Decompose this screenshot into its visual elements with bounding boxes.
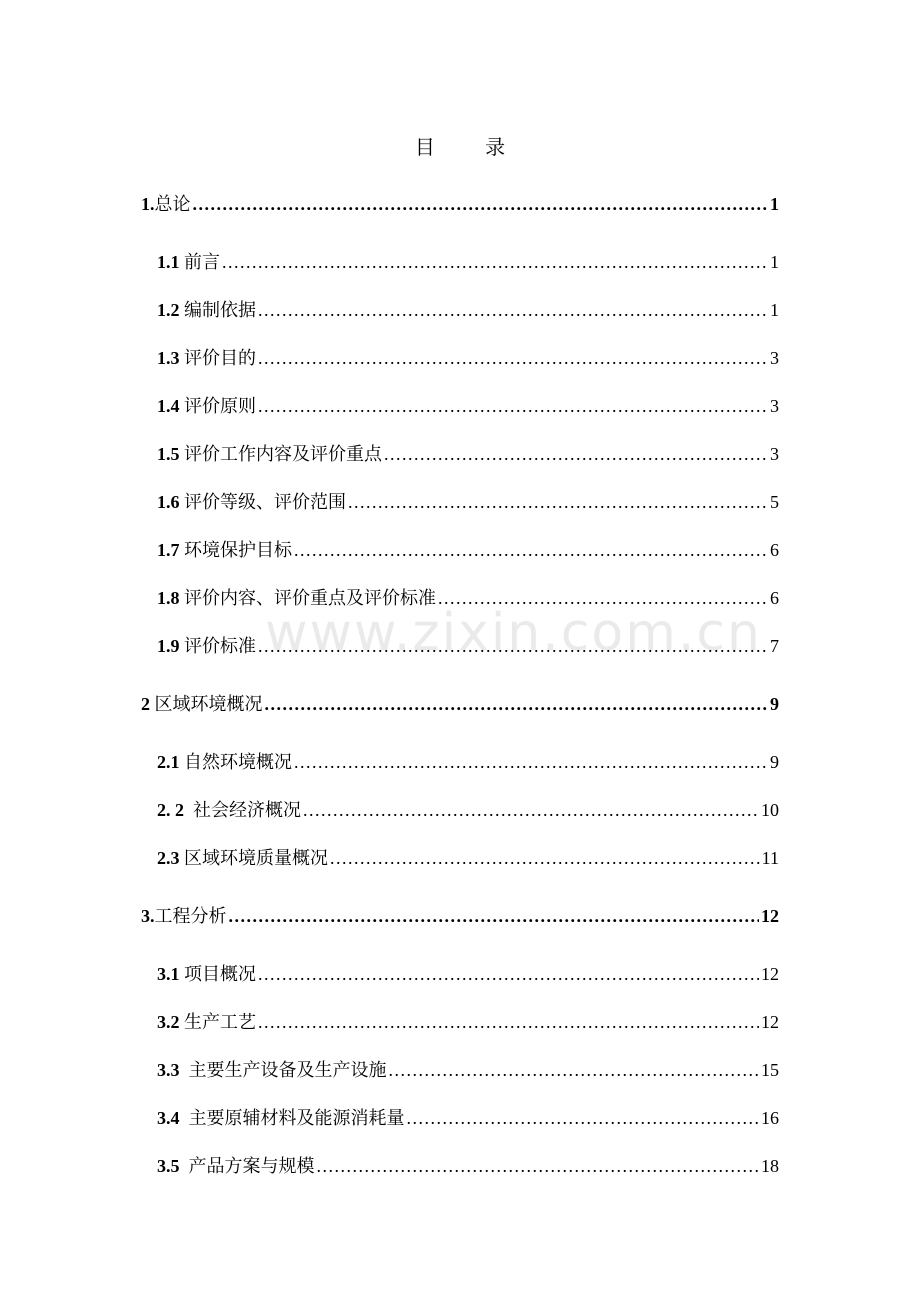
toc-entry-page: 7 (770, 636, 779, 656)
toc-entry-number: 2.3 (157, 848, 184, 868)
toc-dot-leader (258, 297, 768, 323)
toc-entry[interactable] (157, 1009, 779, 1035)
toc-entry-page: 18 (761, 1156, 779, 1176)
toc-dot-leader (258, 1009, 759, 1035)
toc-entry-page: 12 (761, 1012, 779, 1032)
watermark: www.zixin.com.cn (265, 603, 762, 663)
toc-entry[interactable] (157, 441, 779, 467)
toc-entry-number: 1.7 (157, 540, 184, 560)
toc-entry[interactable] (157, 633, 779, 659)
toc-entry-label: 区域环境质量概况 (184, 848, 328, 869)
toc-entry-number: 2. 2 (157, 800, 193, 820)
toc-entry-page: 1 (770, 252, 779, 272)
toc-title: 目 录 (414, 135, 528, 159)
toc-entry-label: 评价目的 (184, 348, 256, 369)
toc-entry-page: 3 (770, 444, 779, 464)
toc-dot-leader (330, 845, 760, 871)
toc-dot-leader (222, 249, 768, 275)
toc-entry-label: 总论 (154, 194, 191, 215)
toc-entry[interactable] (157, 537, 779, 563)
toc-entry-page: 6 (770, 540, 779, 560)
toc-entry-page: 10 (761, 800, 779, 820)
toc-entry-number: 1.5 (157, 444, 184, 464)
toc-entry-number: 3.1 (157, 964, 184, 984)
toc-entry-label: 评价标准 (184, 636, 256, 657)
toc-entry[interactable] (157, 1153, 779, 1179)
toc-entry[interactable] (157, 489, 779, 515)
toc-entry-label: 社会经济概况 (193, 800, 301, 821)
toc-entry-label: 工程分析 (154, 906, 227, 927)
toc-dot-leader (258, 633, 768, 659)
toc-entry-number: 3.3 (157, 1060, 189, 1080)
toc-entry[interactable] (157, 249, 779, 275)
toc-entry[interactable] (157, 961, 779, 987)
toc-entry-label: 评价内容、评价重点及评价标准 (184, 588, 436, 609)
toc-entry-page: 9 (770, 752, 779, 772)
toc-entry-number: 3.5 (157, 1156, 189, 1176)
toc-entry[interactable] (157, 797, 779, 823)
toc-entry-number: 2 (141, 694, 155, 714)
toc-dot-leader (258, 961, 759, 987)
toc-entry-number: 3.4 (157, 1108, 189, 1128)
toc-entry[interactable] (141, 691, 779, 717)
toc-entry-number: 1.3 (157, 348, 184, 368)
toc-entry-page: 1 (770, 194, 779, 214)
toc-entry-label: 主要生产设备及生产设施 (188, 1060, 387, 1081)
toc-dot-leader (258, 345, 768, 371)
toc-dot-leader (258, 393, 768, 419)
toc-entry-page: 11 (761, 848, 779, 868)
toc-dot-leader (389, 1057, 760, 1083)
toc-entry-label: 自然环境概况 (184, 752, 292, 773)
toc-entry[interactable] (157, 1057, 779, 1083)
toc-entry[interactable] (157, 345, 779, 371)
toc-dot-leader (303, 797, 759, 823)
toc-dot-leader (438, 585, 768, 611)
toc-entry-page: 3 (770, 396, 779, 416)
toc-entry-page: 12 (761, 964, 779, 984)
toc-entry-number: 1.6 (157, 492, 184, 512)
toc-entry-number: 1. (141, 194, 155, 214)
toc-entry-page: 9 (770, 694, 779, 714)
toc-entry[interactable] (157, 845, 779, 871)
toc-dot-leader (294, 537, 768, 563)
toc-entry-label: 生产工艺 (184, 1012, 256, 1033)
toc-entry[interactable] (141, 191, 779, 217)
toc-entry-label: 产品方案与规模 (188, 1156, 315, 1177)
toc-entry[interactable] (157, 1105, 779, 1131)
toc-dot-leader (193, 191, 769, 217)
toc-entry-label: 评价工作内容及评价重点 (184, 444, 382, 465)
toc-entry-page: 3 (770, 348, 779, 368)
toc-entry-page: 15 (761, 1060, 779, 1080)
toc-entry-label: 区域环境概况 (154, 694, 263, 715)
toc-dot-leader (317, 1153, 760, 1179)
toc-entry-number: 1.4 (157, 396, 184, 416)
toc-dot-leader (384, 441, 768, 467)
toc-entry-label: 编制依据 (184, 300, 256, 321)
toc-entry-label: 评价等级、评价范围 (184, 492, 346, 513)
toc-entry-number: 2.1 (157, 752, 184, 772)
toc-entry-page: 6 (770, 588, 779, 608)
toc-dot-leader (294, 749, 768, 775)
toc-entry-number: 1.1 (157, 252, 184, 272)
toc-entry-number: 3.2 (157, 1012, 184, 1032)
toc-entry-page: 5 (770, 492, 779, 512)
toc-entry-label: 环境保护目标 (184, 540, 292, 561)
toc-entry[interactable] (141, 903, 779, 929)
toc-entry-label: 主要原辅材料及能源消耗量 (188, 1108, 405, 1129)
toc-entry-label: 评价原则 (184, 396, 256, 417)
toc-dot-leader (265, 691, 769, 717)
toc-entry[interactable] (157, 393, 779, 419)
toc-dot-leader (407, 1105, 760, 1131)
toc-entry-label: 前言 (184, 252, 220, 273)
toc-entry-number: 1.2 (157, 300, 184, 320)
toc-entry[interactable] (157, 585, 779, 611)
toc-dot-leader (348, 489, 768, 515)
toc-entry-page: 12 (761, 906, 779, 926)
toc-dot-leader (229, 903, 760, 929)
toc-entry[interactable] (157, 297, 779, 323)
toc-entry-label: 项目概况 (184, 964, 256, 985)
toc-entry-page: 1 (770, 300, 779, 320)
toc-entry-number: 1.9 (157, 636, 184, 656)
toc-entry[interactable] (157, 749, 779, 775)
toc-entry-number: 1.8 (157, 588, 184, 608)
toc-entry-page: 16 (761, 1108, 779, 1128)
toc-entry-number: 3. (141, 906, 155, 926)
